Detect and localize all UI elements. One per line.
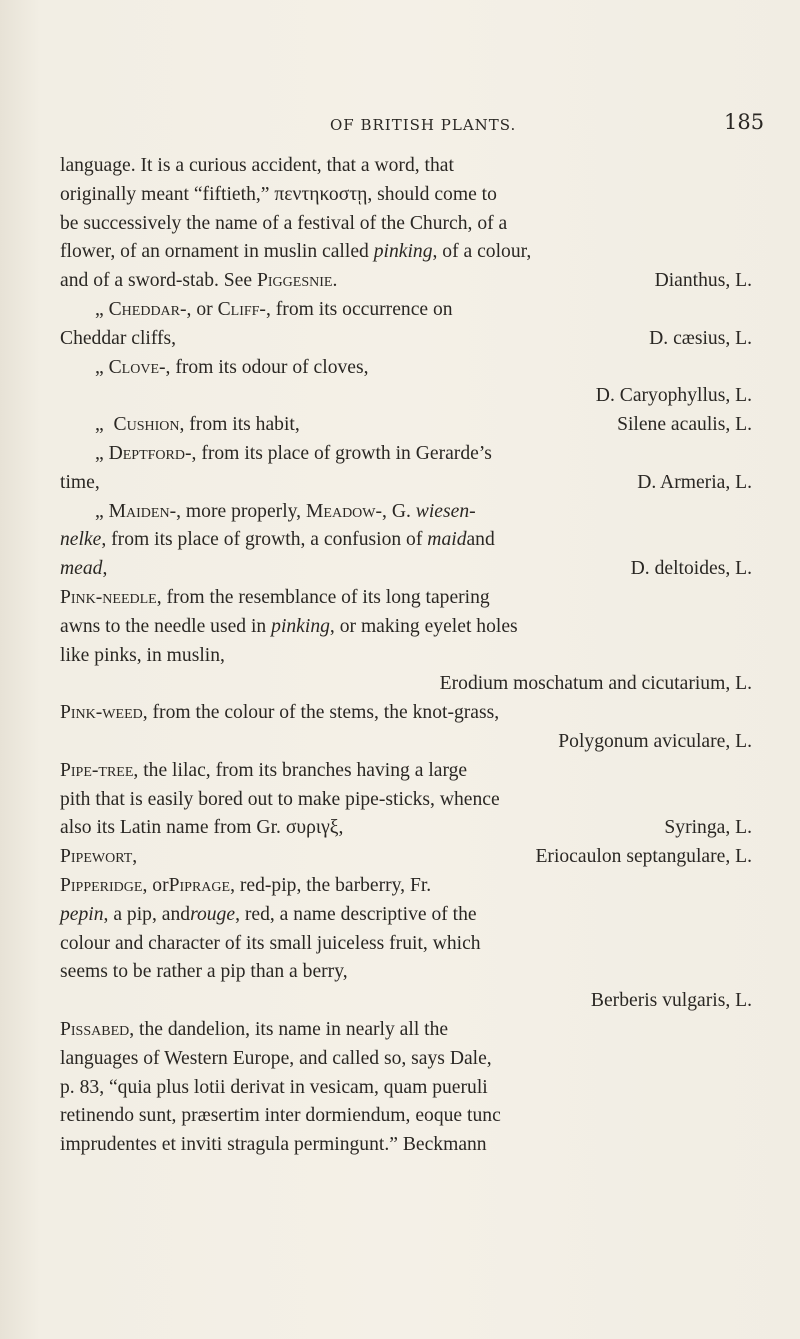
text-run: pith that is easily bored out to make pipe-sticks, whence (60, 788, 500, 810)
text-run: , from its place of growth, a confusion of (101, 529, 423, 551)
text-run: , (102, 558, 108, 580)
text-line (60, 238, 752, 267)
text-line (60, 728, 752, 757)
text-run: , from its habit, (179, 414, 300, 436)
text-run: awns to the needle used in (60, 615, 267, 637)
text-line (60, 354, 752, 383)
text-run: Pink-weed (60, 702, 143, 724)
text-run: languages of Western Europe, and called so, says Dale, (60, 1047, 492, 1069)
text-run: Cushion (113, 414, 180, 436)
text-run: , red, a name descriptive of the (235, 903, 477, 925)
botanical-name: Syringa, L. (664, 817, 752, 839)
text-run: Pipe-tree (60, 759, 134, 781)
text-run: retinendo sunt, præsertim inter dormiendum, eoque tunc (60, 1105, 501, 1127)
text-run: , from the resemblance of its long tapering (156, 586, 490, 608)
text-line (60, 325, 752, 354)
text-run: , G. (382, 500, 411, 522)
text-run: „ (95, 414, 109, 436)
text-run: Deptford- (108, 442, 192, 464)
text-run: , from its occurrence on (265, 298, 453, 320)
botanical-name: Polygonum aviculare, L. (558, 730, 752, 752)
text-run: Cheddar cliffs, (60, 327, 177, 349)
botanical-name: Erodium moschatum and cicutarium, L. (439, 673, 752, 695)
text-run: nelke (60, 529, 102, 551)
text-run: Meadow- (305, 500, 383, 522)
text-run: maid (427, 529, 467, 551)
text-run: , from its odour of cloves, (165, 356, 369, 378)
text-run: Clove- (108, 356, 166, 378)
botanical-name: D. cæsius, L. (649, 327, 752, 349)
text-line (60, 786, 752, 815)
text-run: like pinks, in muslin, (60, 644, 225, 666)
text-line (60, 1045, 752, 1074)
text-run: „ (95, 356, 104, 378)
text-line (60, 670, 752, 699)
text-line (60, 814, 752, 843)
botanical-name: Silene acaulis, L. (617, 414, 752, 436)
text-run: time, (60, 471, 100, 493)
text-run: , more properly, (176, 500, 302, 522)
text-line (60, 1074, 752, 1103)
text-run: , from its place of growth in Gerarde’s (191, 442, 492, 464)
text-line (60, 757, 752, 786)
text-run (60, 843, 137, 872)
text-run: colour and character of its small juiceless fruit, which (60, 932, 481, 954)
text-run: „ (95, 442, 104, 464)
text-line (60, 642, 752, 671)
text-run: and (466, 529, 495, 551)
text-run: , the dandelion, its name in nearly all the (129, 1018, 449, 1040)
text-run: , (132, 846, 138, 868)
text-run: Pink-needle (60, 586, 157, 608)
text-run: . (332, 270, 338, 292)
text-run: „ (95, 500, 104, 522)
text-run: Cliff- (217, 298, 266, 320)
text-run: rouge (190, 903, 236, 925)
text-run: and of a sword-stab. See (60, 270, 257, 292)
text-run (60, 555, 107, 584)
text-line (60, 152, 752, 181)
text-run: , or (142, 874, 169, 896)
text-run: also its Latin name from Gr. συριγξ, (60, 817, 344, 839)
botanical-name: Dianthus, L. (654, 270, 752, 292)
text-run: imprudentes et inviti stragula permingunt.” Beckmann (60, 1134, 487, 1156)
text-run: wiesen- (415, 500, 476, 522)
botanical-name: Berberis vulgaris, L. (590, 990, 752, 1012)
text-line (60, 584, 752, 613)
text-line (60, 411, 752, 440)
text-run: Maiden- (108, 500, 177, 522)
text-run: , a pip, and (103, 903, 191, 925)
page-header (0, 112, 800, 142)
text-line (60, 699, 752, 728)
text-run: pinking (373, 241, 433, 263)
text-run: flower, of an ornament in muslin called (60, 241, 369, 263)
text-run: , or (186, 298, 213, 320)
text-line (60, 872, 752, 901)
text-run: , red-pip, the barberry, Fr. (230, 874, 432, 896)
botanical-name: D. Armeria, L. (637, 471, 752, 493)
text-run: , of a colour, (432, 241, 532, 263)
page-number: 185 (724, 110, 765, 134)
text-run: Pipewort (60, 846, 133, 868)
text-run: , the lilac, from its branches having a large (133, 759, 468, 781)
running-head: OF BRITISH PLANTS. (330, 116, 517, 134)
text-run: Pipperidge (60, 874, 143, 896)
text-line (60, 498, 752, 527)
text-line (60, 1016, 752, 1045)
text-run: pepin (60, 903, 104, 925)
text-line (60, 843, 752, 872)
text-run: mead (60, 558, 103, 580)
text-line (60, 440, 752, 469)
text-run: pinking (271, 615, 330, 637)
text-line (60, 958, 752, 987)
text-run (60, 267, 337, 296)
text-run: Pissabed (60, 1018, 130, 1040)
text-line (60, 526, 752, 555)
text-run (95, 411, 300, 440)
text-line (60, 1131, 752, 1160)
text-line (60, 1102, 752, 1131)
text-line (60, 987, 752, 1016)
botanical-name: D. Caryophyllus, L. (595, 385, 752, 407)
text-line (60, 296, 752, 325)
text-run: p. 83, “quia plus lotii derivat in vesicam, quam pueruli (60, 1076, 488, 1098)
text-line (60, 181, 752, 210)
text-line (60, 469, 752, 498)
botanical-name: D. deltoides, L. (630, 558, 752, 580)
text-run: , from the colour of the stems, the knot-grass, (142, 702, 500, 724)
text-run: Cheddar- (108, 298, 187, 320)
text-run: originally meant “fiftieth,” πεντηκοστῃ, should come to (60, 183, 497, 205)
text-run: , or making eyelet holes (329, 615, 518, 637)
page-body (60, 152, 752, 1160)
text-run: Piggesnie (256, 270, 333, 292)
text-line (60, 555, 752, 584)
botanical-name: Eriocaulon septangulare, L. (535, 846, 752, 868)
text-line (60, 930, 752, 959)
text-line (60, 382, 752, 411)
text-line (60, 613, 752, 642)
text-line (60, 267, 752, 296)
text-run: seems to be rather a pip than a berry, (60, 961, 348, 983)
text-line (60, 901, 752, 930)
text-run: language. It is a curious accident, that a word, that (60, 155, 454, 176)
text-run: Piprage (168, 874, 231, 896)
text-line (60, 210, 752, 239)
text-run: be successively the name of a festival of the Church, of a (60, 212, 508, 234)
text-run: „ (95, 298, 104, 320)
